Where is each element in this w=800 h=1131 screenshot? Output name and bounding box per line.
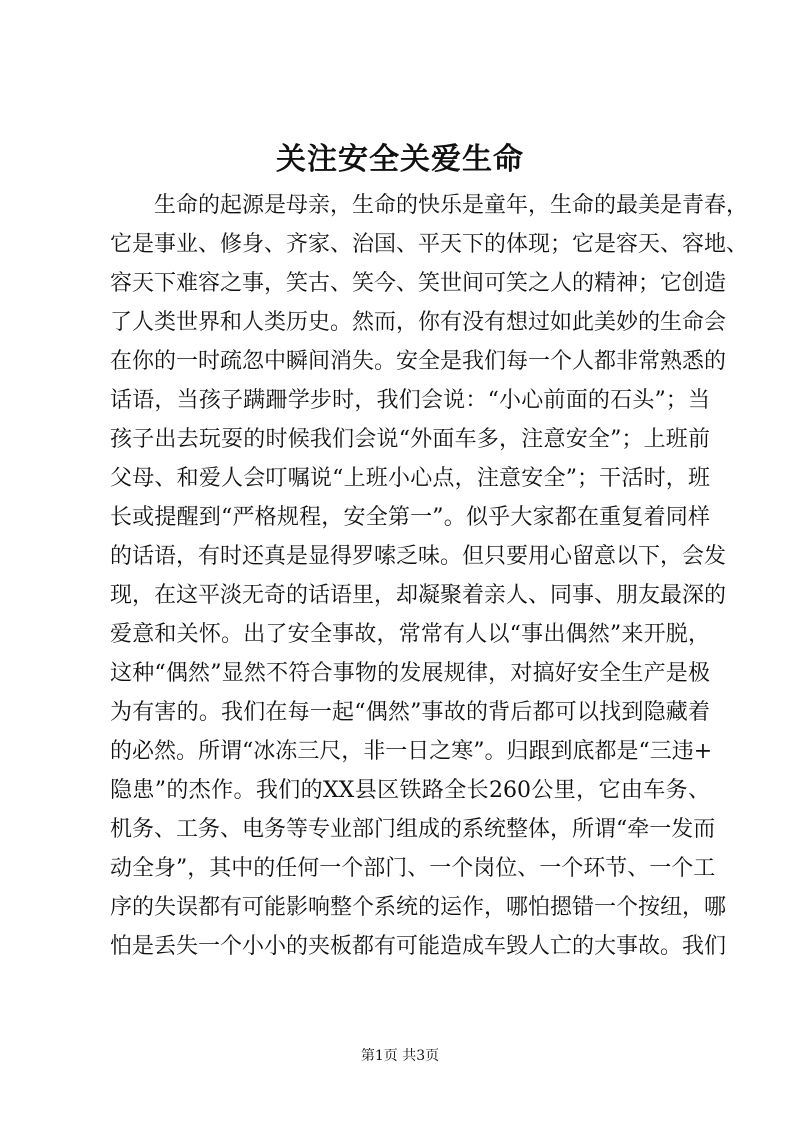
text-line-14: 为有害的。我们在每一起“偶然”事故的背后都可以找到隐藏着 — [110, 700, 710, 725]
text-line-4: 了人类世界和人类历史。然而，你有没有想过如此美妙的生命会 — [110, 310, 727, 335]
page-number-footer: 第1页 共3页 — [360, 1048, 440, 1064]
text-line-17: 机务、工务、电务等专业部门组成的系统整体，所谓“牵一发而 — [110, 817, 716, 842]
text-line-3: 容天下难容之事，笑古、笑今、笑世间可笑之人的精神；它创造 — [110, 271, 727, 296]
text-line-19: 序的失误都有可能影响整个系统的运作，哪怕摁错一个按纽，哪 — [110, 895, 727, 920]
text-line-15: 的必然。所谓“冰冻三尺，非一日之寒”。归跟到底都是“三违+ — [110, 739, 713, 764]
text-line-12: 爱意和关怀。出了安全事故，常常有人以“事出偶然”来开脱， — [110, 622, 710, 647]
text-line-18: 动全身”，其中的任何一个部门、一个岗位、一个环节、一个工 — [110, 856, 716, 881]
text-line-13: 这种“偶然”显然不符合事物的发展规律，对搞好安全生产是极 — [110, 661, 710, 686]
text-line-9: 长或提醒到“严格规程，安全第一”。似乎大家都在重复着同样 — [110, 505, 710, 530]
text-line-8: 父母、和爱人会叮嘱说“上班小心点，注意安全”；干活时，班 — [110, 466, 710, 491]
text-line-16: 隐患”的杰作。我们的XX县区铁路全长260公里，它由车务、 — [110, 778, 710, 803]
text-line-20: 怕是丢失一个小小的夹板都有可能造成车毁人亡的大事故。我们 — [110, 934, 727, 959]
text-line-5: 在你的一时疏忽中瞬间消失。安全是我们每一个人都非常熟悉的 — [110, 349, 727, 374]
text-line-11: 现，在这平淡无奇的话语里，却凝聚着亲人、同事、朋友最深的 — [110, 583, 727, 608]
text-line-1: 生命的起源是母亲，生命的快乐是童年，生命的最美是青春， — [154, 193, 749, 218]
text-line-2: 它是事业、修身、齐家、治国、平天下的体现；它是容天、容地、 — [110, 232, 749, 257]
text-line-7: 孩子出去玩耍的时候我们会说“外面车多，注意安全”；上班前 — [110, 427, 710, 452]
text-line-10: 的话语，有时还真是显得罗嗦乏味。但只要用心留意以下，会发 — [110, 544, 727, 569]
body-paragraph — [110, 186, 749, 966]
text-line-6: 话语，当孩子蹒跚学步时，我们会说：“小心前面的石头”；当 — [110, 388, 710, 413]
document-title: 关注安全关爱生命 — [276, 142, 524, 177]
